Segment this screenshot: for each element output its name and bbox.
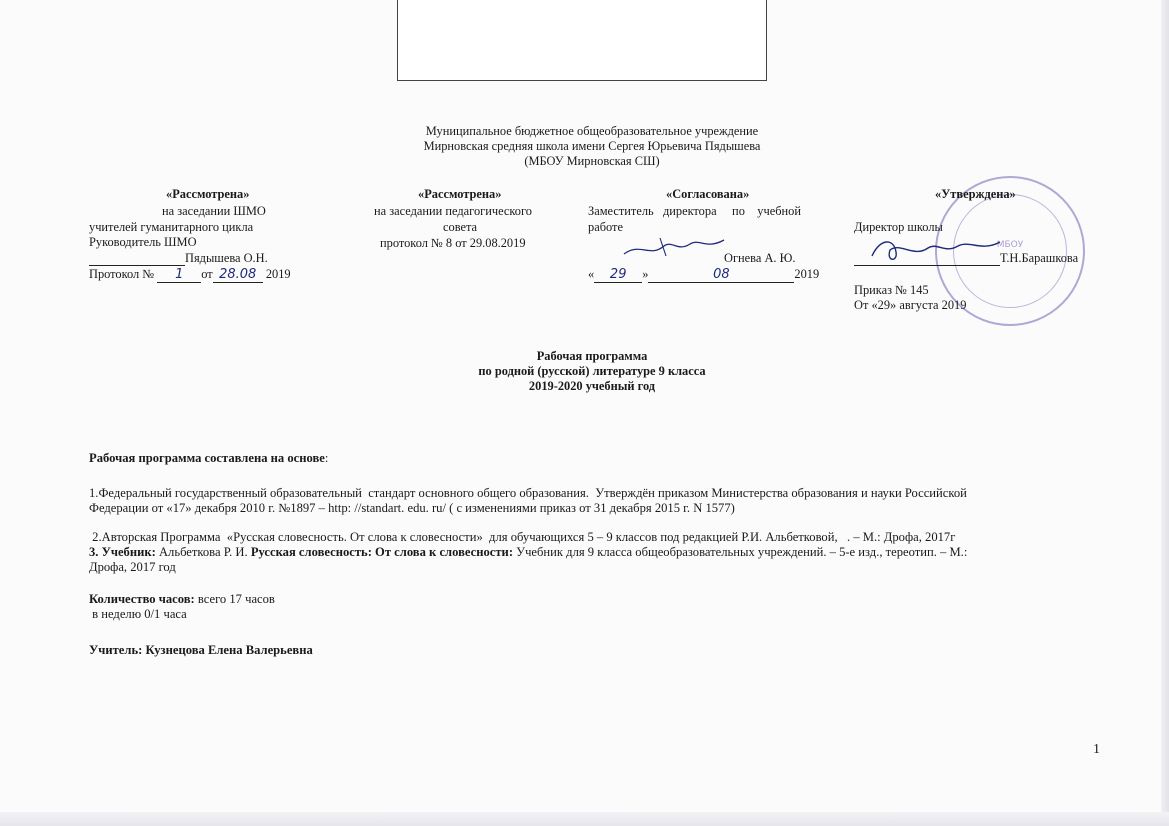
top-frame-box [397, 0, 767, 81]
col2-line3: протокол № 8 от 29.08.2019 [380, 236, 526, 250]
col4-signature-line [854, 251, 1078, 266]
school-header-line1: Муниципальное бюджетное общеобразовательное учреждение [425, 124, 759, 138]
col1-line3: Руководитель ШМО [89, 235, 197, 249]
scan-edge-bottom [0, 812, 1169, 826]
page-number: 1 [1093, 742, 1100, 757]
col1-protocol-line [89, 267, 291, 283]
col1-line1: на заседании ШМО [162, 204, 266, 218]
col3-line1: Заместитель директора по учебной [588, 204, 801, 218]
program-subject: по родной (русской) литературе 9 класса [478, 364, 706, 378]
col1-title: «Рассмотрена» [166, 187, 250, 201]
col1-signature-line [89, 251, 268, 266]
col2-line1: на заседании педагогического [374, 204, 532, 218]
col1-line2: учителей гуманитарного цикла [89, 220, 254, 234]
protocol-from-label: от [201, 267, 213, 281]
director-name: Т.Н.Барашкова [1000, 251, 1079, 265]
col3-line2: работе [588, 220, 623, 234]
col3-month-handwritten: 08 [713, 267, 730, 282]
basis-heading: Рабочая программа составлена на основе: [89, 451, 329, 465]
col3-day-handwritten: 29 [609, 267, 627, 282]
protocol-date-handwritten: 28.08 [219, 267, 257, 282]
col3-name: Огнева А. Ю. [724, 251, 796, 265]
basis-item2: 2.Авторская Программа «Русская словесность. От слова к словесности» для обучающихся 5 – 9 классов под редакцией Р.И. Альбетковой, . – М.: Дрофа, 2017г [89, 530, 956, 544]
school-seal-stamp: МБОУ [935, 176, 1085, 326]
scan-edge [1161, 0, 1169, 826]
order-number: Приказ № 145 [854, 283, 929, 297]
school-header-line2: Мирновская средняя школа имени Сергея Юрьевича Пядышева [423, 139, 761, 153]
col4-title: «Утверждена» [935, 187, 1016, 201]
col3-title: «Согласована» [666, 187, 750, 201]
hours-block: Количество часов: всего 17 часов в неделю 0/1 часа [89, 592, 275, 621]
col3-year: 2019 [794, 267, 820, 281]
protocol-year: 2019 [265, 267, 291, 281]
program-year: 2019-2020 учебный год [528, 379, 656, 393]
col1-name: Пядышева О.Н. [185, 251, 268, 265]
order-date: От «29» августа 2019 [854, 298, 967, 312]
basis-item1: 1.Федеральный государственный образовательный стандарт основного общего образования. Утверждён приказом Министерства образования и науки Российской Федерации от «17» декабря 2010 г. №1897 – http: //standart. edu. ru/ ( с изменениями приказ от 31 декабря 2015 г. N 1577) [89, 486, 967, 515]
col3-date-line: « 29 » 08 2019 [588, 267, 820, 282]
col2-title: «Рассмотрена» [418, 187, 502, 201]
col3-signature [620, 232, 730, 262]
school-header-line3: (МБОУ Мирновская СШ) [524, 154, 660, 168]
basis-item3: 3. Учебник: Альбеткова Р. И. Русская словесность: От слова к словесности: Учебник для 9 класса общеобразовательных учреждений. – 5-е изд., тереотип. – М.: Дрофа, 2017 год [89, 545, 968, 574]
teacher-name: Учитель: Кузнецова Елена Валерьевна [89, 643, 313, 657]
protocol-number-handwritten: 1 [175, 267, 184, 282]
col4-line1: Директор школы [854, 220, 943, 234]
protocol-label: Протокол № [89, 267, 155, 281]
col2-line2: совета [443, 220, 478, 234]
program-title: Рабочая программа [536, 349, 648, 363]
